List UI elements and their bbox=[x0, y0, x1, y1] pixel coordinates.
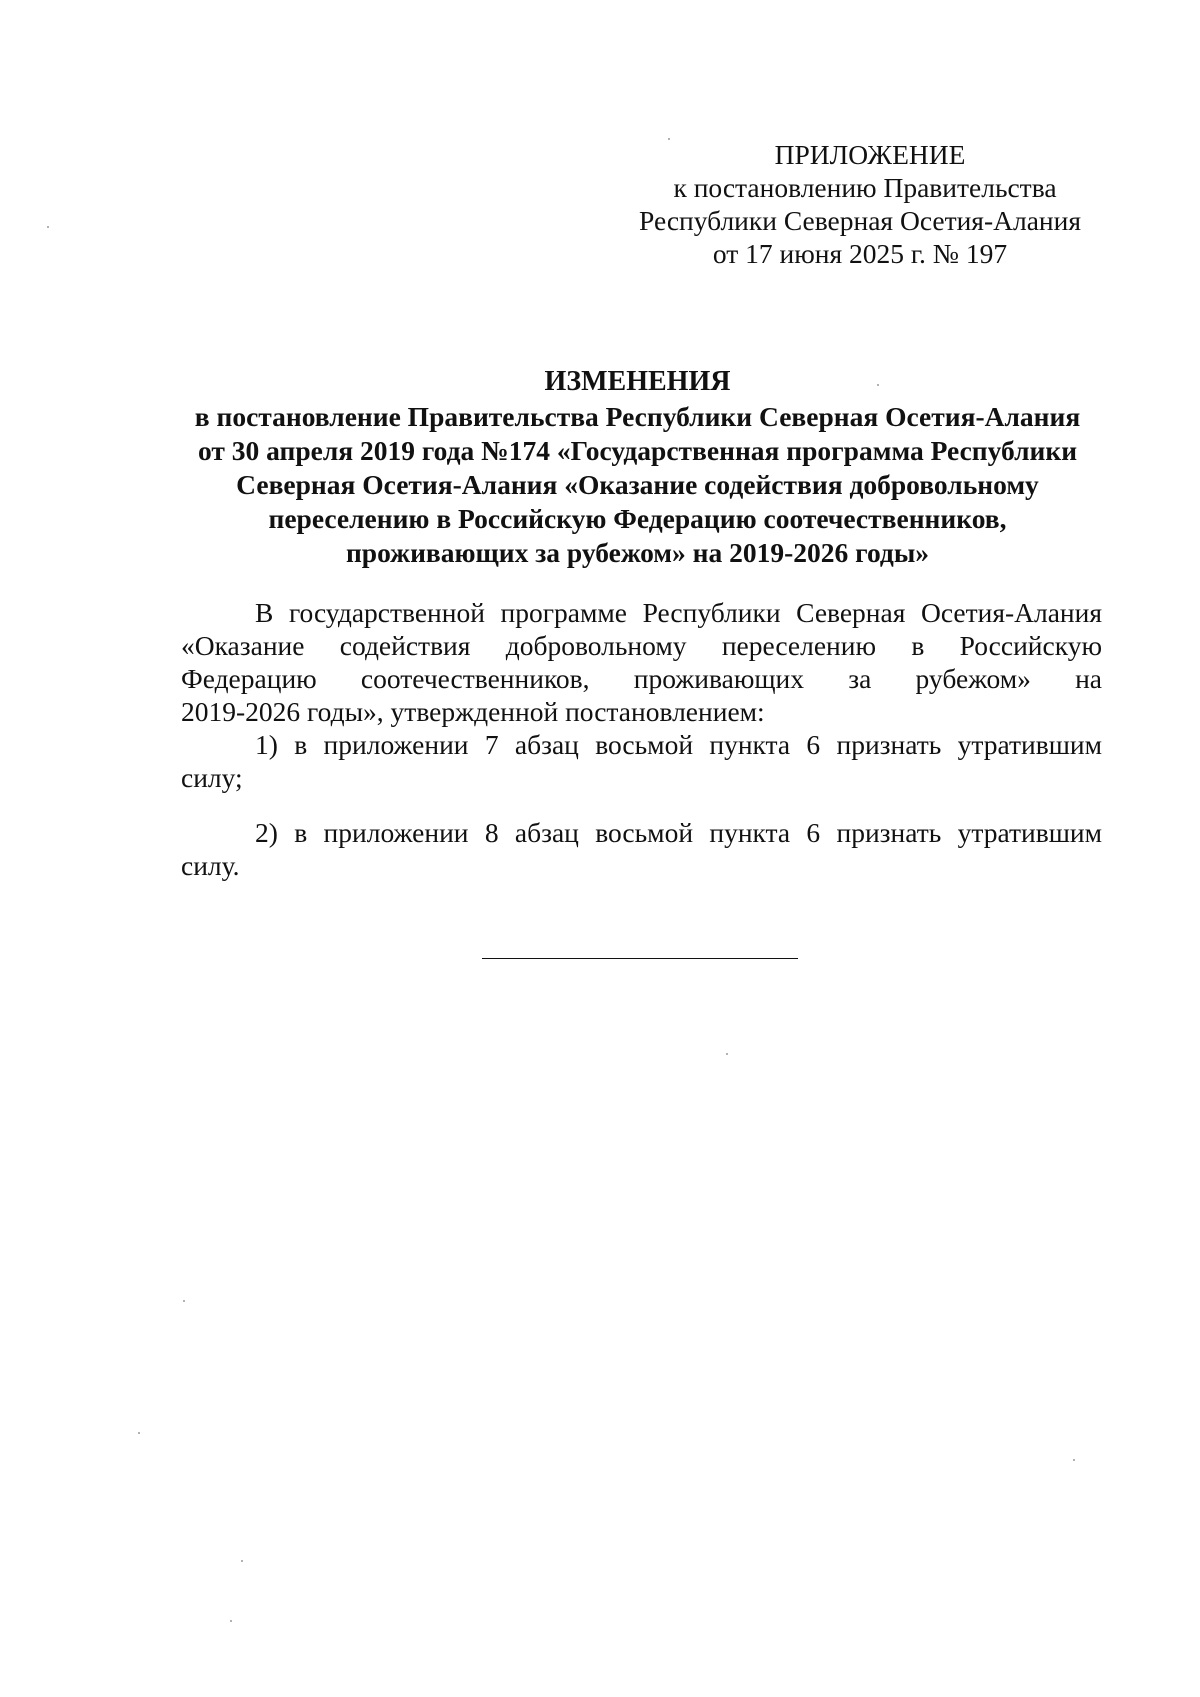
subtitle-line: от 30 апреля 2019 года №174 «Государственная программа Республики bbox=[197, 435, 1078, 466]
subtitle-line: Северная Осетия-Алания «Оказание содействия добровольному bbox=[236, 469, 1039, 500]
appendix-title: ПРИЛОЖЕНИЕ bbox=[774, 139, 966, 170]
scan-speck bbox=[877, 384, 879, 386]
scan-speck bbox=[230, 1620, 232, 1622]
scan-speck bbox=[726, 1053, 728, 1055]
appendix-block bbox=[620, 138, 1100, 270]
appendix-republic-line: Республики Северная Осетия-Алания bbox=[639, 205, 1081, 236]
scan-speck bbox=[1073, 1459, 1075, 1461]
document-title-block bbox=[170, 365, 1105, 570]
paragraph-gap bbox=[181, 794, 1102, 816]
scan-speck bbox=[241, 1560, 243, 1562]
item-1-line: 1) в приложении 7 абзац восьмой пункта 6 признать утратившим bbox=[255, 729, 1102, 760]
document-body bbox=[181, 596, 1102, 882]
scan-speck bbox=[47, 226, 49, 228]
scan-speck bbox=[138, 1432, 140, 1434]
item-1-line: силу; bbox=[181, 762, 243, 793]
intro-paragraph-line: В государственной программе Республики Северная Осетия-Алания bbox=[255, 597, 1102, 628]
document-heading: ИЗМЕНЕНИЯ bbox=[544, 366, 731, 397]
item-2-line: 2) в приложении 8 абзац восьмой пункта 6 признать утратившим bbox=[255, 817, 1102, 848]
subtitle-line: в постановление Правительства Республики Северная Осетия-Алания bbox=[194, 401, 1081, 432]
appendix-reference-line: к постановлению Правительства bbox=[673, 172, 1057, 203]
subtitle-line: проживающих за рубежом» на 2019-2026 годы» bbox=[345, 537, 930, 568]
scan-speck bbox=[668, 138, 670, 140]
item-2-line: силу. bbox=[181, 850, 240, 881]
subtitle-line: переселению в Российскую Федерацию соотечественников, bbox=[268, 503, 1007, 534]
intro-paragraph-line: Федерацию соотечественников, проживающих за рубежом» на bbox=[181, 663, 1102, 694]
appendix-date-line: от 17 июня 2025 г. № 197 bbox=[712, 238, 1008, 269]
intro-paragraph-line: 2019-2026 годы», утвержденной постановлением: bbox=[181, 696, 765, 727]
scan-speck bbox=[183, 1300, 185, 1302]
intro-paragraph-line: «Оказание содействия добровольному переселению в Российскую bbox=[181, 630, 1102, 661]
end-separator-line bbox=[482, 958, 798, 959]
